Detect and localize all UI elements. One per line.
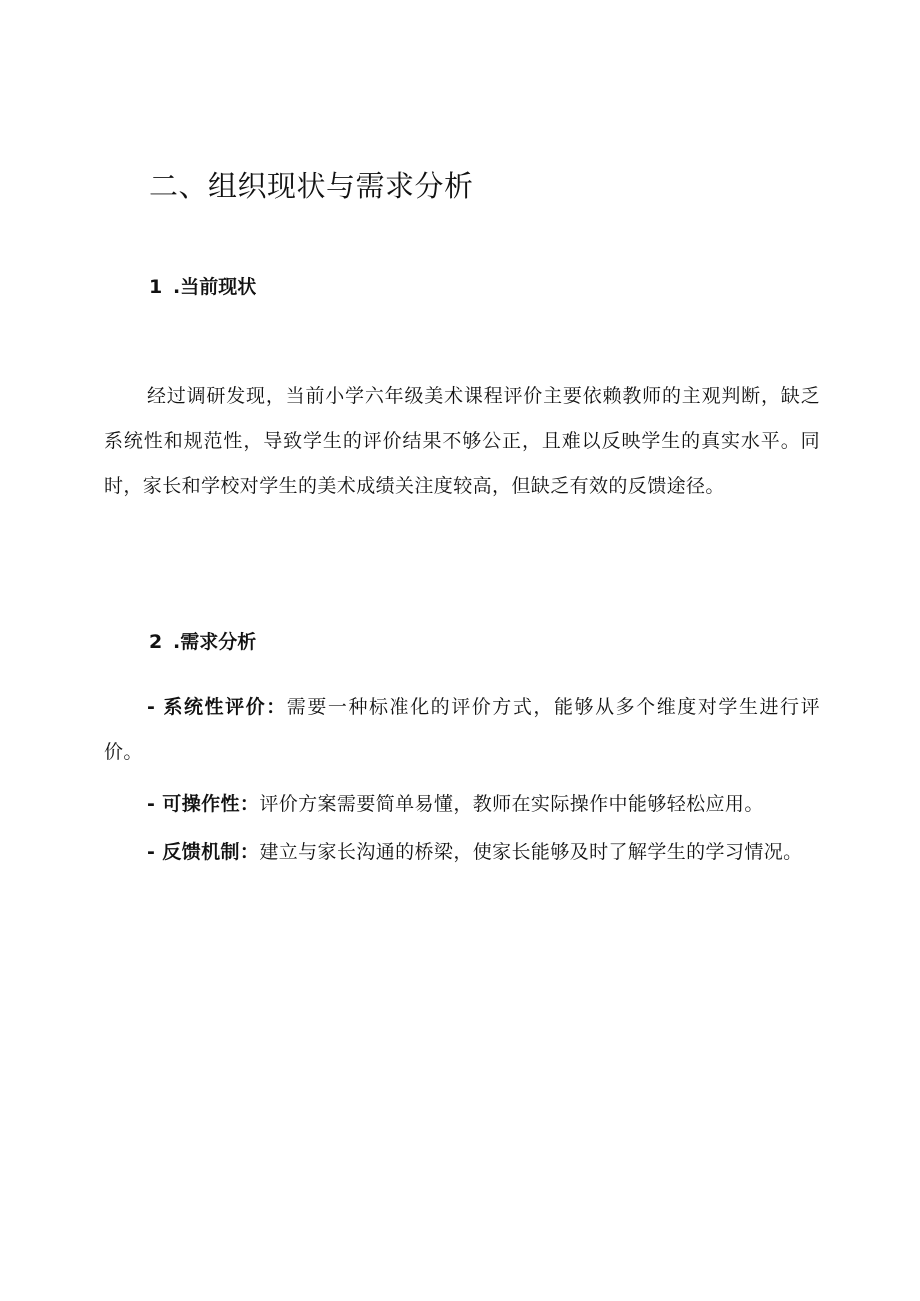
section-title: 二、组织现状与需求分析 <box>149 169 474 203</box>
list-item-systematic-evaluation <box>104 685 820 775</box>
subheading-number: 2 <box>149 631 163 653</box>
list-item-term: - 反馈机制： <box>147 841 260 863</box>
list-item-text: 建立与家长沟通的桥梁，使家长能够及时了解学生的学习情况。 <box>259 841 803 863</box>
subheading-text: .需求分析 <box>173 631 257 653</box>
list-item-term: - 系统性评价： <box>147 696 287 718</box>
subheading-needs-analysis <box>149 628 256 656</box>
list-item-text: 评价方案需要简单易懂，教师在实际操作中能够轻松应用。 <box>259 793 764 815</box>
current-status-paragraph: 经过调研发现，当前小学六年级美术课程评价主要依赖教师的主观判断，缺乏系统性和规范性，导致学生的评价结果不够公正，且难以反映学生的真实水平。同时，家长和学校对学生的美术成绩关注度较高，但缺乏有效的反馈途径。 <box>104 385 820 497</box>
list-item-text: 需要一种标准化的评价方式，能够从多个维度对学生进行评价。 <box>104 696 821 763</box>
list-item-term: - 可操作性： <box>147 793 260 815</box>
list-item-feedback-mechanism <box>104 830 820 875</box>
subheading-current-status <box>149 273 256 301</box>
subheading-number: 1 <box>149 276 163 298</box>
subheading-text: .当前现状 <box>173 276 257 298</box>
list-item-operability <box>104 782 820 827</box>
